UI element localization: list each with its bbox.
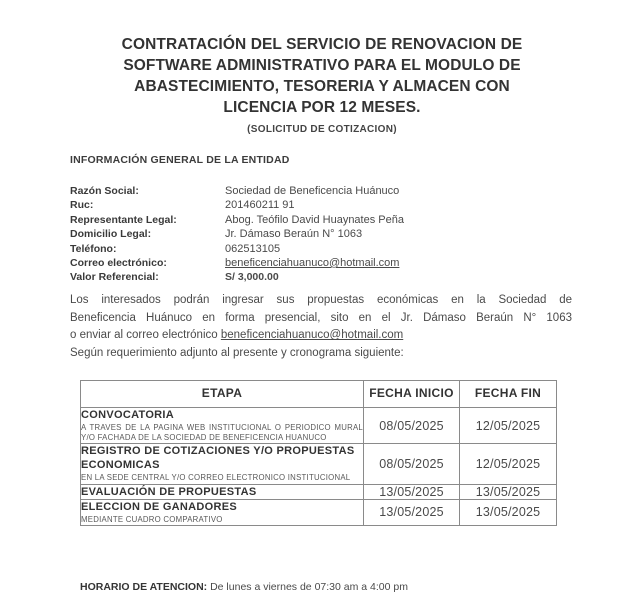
entity-row xyxy=(70,242,540,256)
title-line-4: LICENCIA POR 12 MESES. xyxy=(223,99,421,116)
etapa-title: CONVOCATORIA xyxy=(81,409,175,421)
entity-label: Razón Social: xyxy=(70,185,139,197)
footer-value: De lunes a viernes de 07:30 am a 4:00 pm xyxy=(207,581,408,593)
cell-fecha-fin: 13/05/2025 xyxy=(460,499,557,525)
column-header-etapa: ETAPA xyxy=(81,381,364,408)
document-subtitle: (SOLICITUD DE COTIZACION) xyxy=(247,124,397,135)
cell-fecha-fin: 12/05/2025 xyxy=(460,408,557,444)
cell-etapa xyxy=(81,484,364,499)
table-row xyxy=(81,408,557,444)
paragraph-line-3-text: o enviar al correo electrónico xyxy=(70,329,221,342)
entity-row xyxy=(70,184,540,198)
schedule-table xyxy=(80,380,557,526)
title-line-1: CONTRATACIÓN DEL SERVICIO DE RENOVACION DE xyxy=(121,36,523,53)
title-line-2: SOFTWARE ADMINISTRATIVO PARA EL MODULO DE xyxy=(123,57,521,74)
entity-label: Valor Referencial: xyxy=(70,271,159,284)
entity-value: Jr. Dámaso Beraún N° 1063 xyxy=(225,228,363,241)
entity-row xyxy=(70,227,540,241)
entity-row xyxy=(70,198,540,212)
table-row xyxy=(81,499,557,525)
entity-label: Correo electrónico: xyxy=(70,256,167,269)
table-header-row xyxy=(81,381,557,408)
document-title xyxy=(72,34,572,118)
paragraph-line-4: Según requerimiento adjunto al presente y cronograma siguiente: xyxy=(70,346,404,359)
footer-attention-hours xyxy=(80,581,408,593)
etapa-description: EN LA SEDE CENTRAL Y/O CORREO ELECTRONICO INSTITUCIONAL xyxy=(81,473,351,483)
paragraph-line-1: Los interesados podrán ingresar sus propuestas económicas en la Sociedad de xyxy=(70,294,572,306)
cell-fecha-fin: 13/05/2025 xyxy=(460,484,557,499)
column-header-fecha-fin: FECHA FIN xyxy=(460,381,557,408)
table-row xyxy=(81,444,557,484)
entity-label: Ruc: xyxy=(70,199,94,212)
entity-value: S/ 3,000.00 xyxy=(225,271,279,284)
cell-fecha-inicio: 13/05/2025 xyxy=(364,484,460,499)
cell-fecha-inicio: 08/05/2025 xyxy=(364,408,460,444)
cell-fecha-inicio: 13/05/2025 xyxy=(364,499,460,525)
etapa-title: EVALUACIÓN DE PROPUESTAS xyxy=(81,485,257,498)
entity-value: Abog. Teófilo David Huaynates Peña xyxy=(225,213,404,226)
entity-value: Sociedad de Beneficencia Huánuco xyxy=(225,185,400,197)
etapa-title: ELECCION DE GANADORES xyxy=(81,500,238,513)
section-heading-entity-info: INFORMACIÓN GENERAL DE LA ENTIDAD xyxy=(70,154,290,166)
entity-label: Domicilio Legal: xyxy=(70,228,152,241)
cell-fecha-inicio: 08/05/2025 xyxy=(364,444,460,484)
footer-label: HORARIO DE ATENCION: xyxy=(80,581,208,593)
entity-row xyxy=(70,213,540,227)
body-paragraph xyxy=(70,292,572,362)
entity-value: 062513105 xyxy=(225,242,281,255)
cell-fecha-fin: 12/05/2025 xyxy=(460,444,557,484)
cell-etapa xyxy=(81,408,364,444)
entity-email-link[interactable]: beneficenciahuanuco@hotmail.com xyxy=(225,256,400,269)
entity-row xyxy=(70,256,540,270)
entity-value: 201460211 91 xyxy=(225,199,295,212)
etapa-description: MEDIANTE CUADRO COMPARATIVO xyxy=(81,514,223,524)
paragraph-line-3 xyxy=(70,327,572,345)
cell-etapa xyxy=(81,499,364,525)
column-header-fecha-inicio: FECHA INICIO xyxy=(364,381,460,408)
entity-info-list xyxy=(70,184,540,285)
title-line-3: ABASTECIMIENTO, TESORERIA Y ALMACEN CON xyxy=(134,78,510,95)
paragraph-line-2: Beneficencia Huánuco en forma presencial, sito en el Jr. Dámaso Beraún N° 1063 xyxy=(70,311,572,324)
entity-label: Teléfono: xyxy=(70,242,117,255)
cell-etapa xyxy=(81,444,364,484)
table-row xyxy=(81,484,557,499)
etapa-description: A TRAVES DE LA PAGINA WEB INSTITUCIONAL O PERIODICO MURAL Y/O FACHADA DE LA SOCIEDAD DE BENEFICENCIA HUANUCO xyxy=(81,423,363,443)
paragraph-email-link[interactable]: beneficenciahuanuco@hotmail.com xyxy=(220,329,404,342)
entity-label: Representante Legal: xyxy=(70,213,177,226)
entity-row xyxy=(70,270,540,284)
etapa-title: REGISTRO DE COTIZACIONES Y/O PROPUESTAS ECONOMICAS xyxy=(81,445,355,472)
